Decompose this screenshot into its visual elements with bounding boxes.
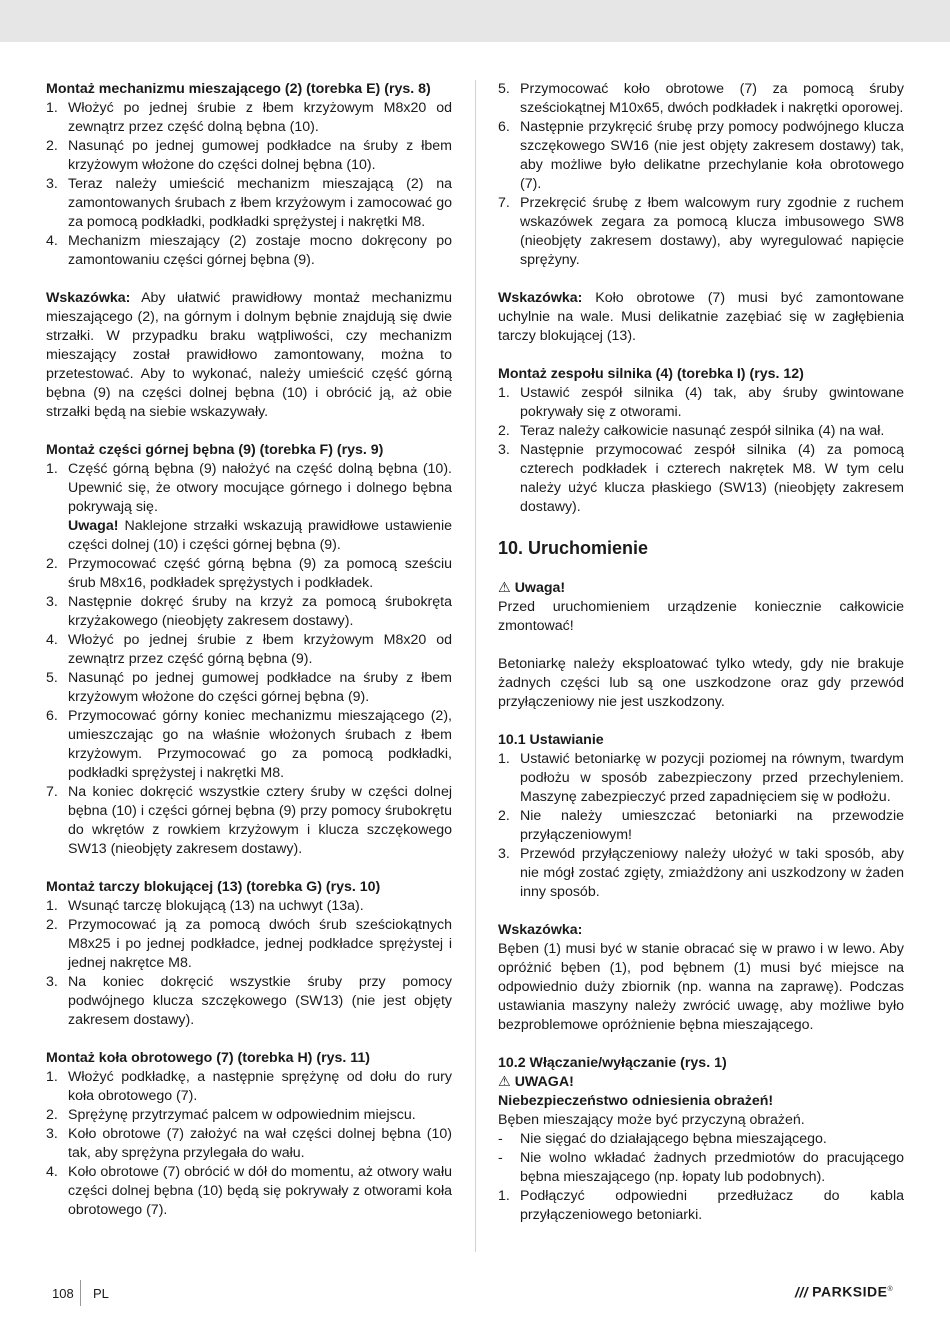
item-number: 5. — [46, 670, 58, 686]
dash-list — [498, 1130, 904, 1187]
section-rotary-wheel-continued — [498, 80, 904, 270]
item-text: Następnie przykręcić śrubę przy pomocy podwójnego klucza szczękowego SW16 (nie jest objęty zakresem dostawy) tak, aby możliwe było delikatne przechylanie koła obrotowego (7). — [520, 119, 904, 192]
list-item — [46, 1068, 452, 1106]
item-text: Mechanizm mieszający (2) zostaje mocno dokręcony po zamontowaniu części górnej bębna (9). — [68, 233, 452, 268]
step-list — [46, 99, 452, 270]
item-text: Nie sięgać do działającego bębna mieszającego. — [520, 1131, 827, 1147]
paragraph: Betoniarkę należy eksploatować tylko wtedy, gdy nie brakuje żadnych części lub są one uszkodzone oraz gdy przewód przyłączeniowy nie jest uszkodzony. — [498, 656, 904, 710]
item-text: Koło obrotowe (7) założyć na wał części dolnej bębna (10) tak, aby sprężyna przylegała do wału. — [68, 1126, 452, 1161]
list-item — [46, 783, 452, 859]
list-item — [46, 916, 452, 973]
hint-text: Bęben (1) musi być w stanie obracać się w prawo i w lewo. Aby opróżnić bęben (1), pod bębnem (1) musi być miejsce na odpowiednio duży zbiornik (np. wanna na zaprawę). Podczas ustawiania maszyny należy zwrócić uwagę, aby możliwe było bezproblemowe opróżnienie bębna mieszającego. — [498, 941, 904, 1033]
warning-assembly — [498, 579, 904, 636]
list-item — [46, 232, 452, 270]
list-item — [46, 1106, 452, 1125]
item-number: 6. — [46, 708, 58, 724]
item-number: 4. — [46, 233, 58, 249]
item-text: Na koniec dokręcić wszystkie śruby przy pomocy podwójnego klucza szczękowego (SW13) (nie jest objęty zakresem dostawy). — [68, 974, 452, 1028]
item-text: Koło obrotowe (7) obrócić w dół do momentu, aż otwory wału części dolnej bębna (10) będą się pokrywały z otworami koła obrotowego (7). — [68, 1164, 452, 1218]
item-text: Nasunąć po jednej gumowej podkładce na śruby z łbem krzyżowym włożone do części dolnej bębna (10). — [68, 138, 452, 173]
list-item — [46, 973, 452, 1030]
hint-text: Aby ułatwić prawidłowy montaż mechanizmu mieszającego (2), na górnym i dolnym bębnie znajdują się dwie strzałki. W przypadku braku wątpliwości, czy mechanizm mieszający został prawidłowo zamontowany, można to przetestować. Aby to wykonać, należy umieścić część górną bębna (9) na części dolnej bębna (10) i obrócić ją, aż obie strzałki będą na siebie wskazywały. — [46, 290, 452, 420]
list-item — [46, 460, 452, 555]
warning-triangle-icon: ⚠ — [498, 1074, 511, 1090]
item-number: 6. — [498, 119, 510, 135]
item-number: 1. — [498, 1188, 510, 1204]
list-item — [498, 118, 904, 194]
hint-paragraph — [498, 289, 904, 346]
list-item — [46, 897, 452, 916]
section-heading: Montaż mechanizmu mieszającego (2) (torebka E) (rys. 8) — [46, 81, 431, 97]
section-heading: Montaż zespołu silnika (4) (torebka I) (rys. 12) — [498, 366, 804, 382]
item-text: Następnie dokręć śruby na krzyż za pomocą śrubokręta krzyżakowego (nieobjęty zakresem dostawy). — [68, 594, 452, 629]
warning-heading — [498, 579, 904, 598]
item-number: 2. — [46, 917, 58, 933]
item-number: 3. — [498, 846, 510, 862]
item-number: 3. — [46, 974, 58, 990]
item-text: Przekręcić śrubę z łbem walcowym rury zgodnie z ruchem wskazówek zegara za pomocą klucza imbusowego SW8 (nieobjęty zakresem dostawy), aby wyregulować napięcie sprężyny. — [520, 195, 904, 268]
list-item — [498, 1130, 904, 1149]
right-column — [498, 80, 904, 1244]
item-text: Ustawić zespół silnika (4) tak, aby śruby gwintowane pokrywały się z otworami. — [520, 385, 904, 420]
item-text: Włożyć po jednej śrubie z łbem krzyżowym M8x20 od zewnątrz przez część dolną bębna (10). — [68, 100, 452, 135]
item-text: Włożyć po jednej śrubie z łbem krzyżowym M8x20 od zewnątrz przez część górną bębna (9). — [68, 632, 452, 667]
step-list — [498, 1187, 904, 1225]
list-item — [498, 750, 904, 807]
language-code: PL — [93, 1286, 109, 1301]
item-number: 1. — [46, 100, 58, 116]
item-number: 4. — [46, 632, 58, 648]
item-text: Przewód przyłączeniowy należy ułożyć w taki sposób, aby nie mógł zostać zgięty, zmiażdżony ani uszkodzony w żaden inny sposób. — [520, 846, 904, 900]
warning-label: UWAGA! — [514, 1074, 574, 1090]
list-item — [498, 194, 904, 270]
section-drum-upper — [46, 441, 452, 859]
list-item — [46, 1163, 452, 1220]
hint-label: Wskazówka: — [498, 922, 583, 938]
list-item — [498, 1149, 904, 1187]
item-number: 1. — [46, 1069, 58, 1085]
list-item — [46, 99, 452, 137]
item-text: Nie wolno wkładać żadnych przedmiotów do pracującego bębna mieszającego (np. łopaty lub podobnych). — [520, 1150, 904, 1185]
list-item — [46, 555, 452, 593]
registered-mark: ® — [887, 1286, 894, 1293]
item-number: 3. — [46, 594, 58, 610]
item-number: 2. — [46, 556, 58, 572]
list-item — [46, 631, 452, 669]
list-item — [46, 593, 452, 631]
item-text: Włożyć podkładkę, a następnie sprężynę od dołu do rury koła obrotowego (7). — [68, 1069, 452, 1104]
dash-marker: - — [498, 1150, 503, 1166]
parkside-logo — [795, 1280, 893, 1302]
item-text: Podłączyć odpowiedni przedłużacz do kabla przyłączeniowego betoniarki. — [520, 1188, 904, 1223]
item-number: 3. — [498, 442, 510, 458]
note-label: Uwaga! — [68, 518, 119, 534]
chapter-title: 10. Uruchomienie — [498, 538, 649, 558]
step-list — [498, 384, 904, 517]
list-item — [498, 1187, 904, 1225]
item-text: Przymocować część górną bębna (9) za pomocą sześciu śrub M8x16, podkładek sprężystych i podkładek. — [68, 556, 452, 591]
hint-paragraph — [46, 289, 452, 422]
section-heading: Montaż tarczy blokującej (13) (torebka G) (rys. 10) — [46, 879, 381, 895]
list-item — [498, 384, 904, 422]
step-list — [46, 897, 452, 1030]
list-item — [498, 422, 904, 441]
item-text: Teraz należy całkowicie nasunąć zespół silnika (4) na wał. — [520, 423, 885, 439]
section-heading: Montaż części górnej bębna (9) (torebka F) (rys. 9) — [46, 442, 384, 458]
hint-label: Wskazówka: — [498, 290, 583, 306]
hint-wheel — [498, 289, 904, 346]
item-number: 1. — [498, 385, 510, 401]
list-item — [46, 137, 452, 175]
item-number: 1. — [46, 898, 58, 914]
item-text: Przymocować ją za pomocą dwóch śrub sześciokątnych M8x25 i po jednej podkładce, jednej podkładce sprężystej i jednej nakrętce M8. — [68, 917, 452, 971]
hint-drum — [498, 921, 904, 1035]
section-heading: 10.1 Ustawianie — [498, 732, 604, 748]
top-header-bar — [0, 0, 950, 42]
brand-mark-icon: /// — [795, 1283, 809, 1300]
item-number: 2. — [46, 138, 58, 154]
item-text: Następnie przymocować zespół silnika (4) za pomocą czterech podkładek i czterech nakrętek M8. W tym celu należy użyć klucza płaskiego (SW13) (nieobjęty zakresem dostawy). — [520, 442, 904, 515]
item-text: Nasunąć po jednej gumowej podkładce na śruby z łbem krzyżowym włożone do części górnej bębna (9). — [68, 670, 452, 705]
list-item — [46, 1125, 452, 1163]
item-number: 7. — [46, 784, 58, 800]
list-item — [46, 669, 452, 707]
item-text: Przymocować górny koniec mechanizmu mieszającego (2), umieszczając go na właśnie włożonych śrubach z łbem krzyżowym. Przymocować go za pomocą podkładki, podkładki sprężystej i nakrętki M8. — [68, 708, 452, 781]
section-motor-unit — [498, 365, 904, 517]
section-rotary-wheel — [46, 1049, 452, 1220]
note-text: Naklejone strzałki wskazują prawidłowe ustawienie części dolnej (10) i części górnej bębna (9). — [68, 518, 452, 553]
item-number: 4. — [46, 1164, 58, 1180]
list-item — [46, 175, 452, 232]
hint-label: Wskazówka: — [46, 290, 131, 306]
list-item — [498, 845, 904, 902]
item-text: Część górną bębna (9) nałożyć na część dolną bębna (10). Upewnić się, że otwory mocujące górnego i dolnego bębna pokrywają się. — [68, 461, 452, 515]
list-item — [498, 80, 904, 118]
warning-text: Przed uruchomieniem urządzenie koniecznie całkowicie zmontować! — [498, 599, 904, 634]
item-number: 2. — [498, 808, 510, 824]
list-item — [46, 707, 452, 783]
item-number: 3. — [46, 176, 58, 192]
column-divider — [475, 80, 476, 1252]
item-text: Ustawić betoniarkę w pozycji poziomej na równym, twardym podłożu w sposób zabezpieczony przed przechyleniem. Maszynę zabezpieczyć przed zapadnięciem się w podłożu. — [520, 751, 904, 805]
item-note — [68, 518, 452, 553]
item-number: 3. — [46, 1126, 58, 1142]
hint-text: Koło obrotowe (7) musi być zamontowane uchylnie na wale. Musi delikatnie zazębiać się w zagłębienia tarczy blokującej (13). — [498, 290, 904, 344]
item-number: 5. — [498, 81, 510, 97]
step-list — [46, 460, 452, 859]
brand-name: PARKSIDE — [812, 1283, 888, 1300]
item-number: 7. — [498, 195, 510, 211]
item-text: Przymocować koło obrotowe (7) za pomocą śruby sześciokątnej M10x65, dwóch podkładek i nakrętki oporowej. — [520, 81, 904, 116]
item-text: Wsunąć tarczę blokującą (13) na uchwyt (13a). — [68, 898, 364, 914]
section-heading: Montaż koła obrotowego (7) (torebka H) (rys. 11) — [46, 1050, 370, 1066]
section-switching — [498, 1054, 904, 1225]
item-text: Na koniec dokręcić wszystkie cztery śruby w części dolnej bębna (10) i części górnej bębna (9) przy pomocy śrubokrętu do wkrętów z rowkiem krzyżowym i klucza szczękowego SW13 (nieobjęty zakresem dostawy). — [68, 784, 452, 857]
operation-paragraph — [498, 655, 904, 712]
page-number: 108 — [52, 1286, 74, 1301]
hint-arrows — [46, 289, 452, 422]
item-number: 2. — [46, 1107, 58, 1123]
item-text: Nie należy umieszczać betoniarki na przewodzie przyłączeniowym! — [520, 808, 904, 843]
dash-marker: - — [498, 1131, 503, 1147]
warning-label: Uwaga! — [514, 580, 566, 596]
section-setup — [498, 731, 904, 902]
item-text: Sprężynę przytrzymać palcem w odpowiednim miejscu. — [68, 1107, 416, 1123]
step-list — [498, 750, 904, 902]
section-locking-disc — [46, 878, 452, 1030]
danger-text: Niebezpieczeństwo odniesienia obrażeń! — [498, 1093, 774, 1109]
warning-triangle-icon: ⚠ — [498, 580, 511, 596]
footer-divider — [80, 1280, 81, 1306]
item-number: 1. — [46, 461, 58, 477]
item-number: 2. — [498, 423, 510, 439]
list-item — [498, 807, 904, 845]
intro-text: Bęben mieszający może być przyczyną obrażeń. — [498, 1112, 805, 1128]
section-mixing-mechanism — [46, 80, 452, 270]
section-heading: 10.2 Włączanie/wyłączanie (rys. 1) — [498, 1055, 727, 1071]
item-text: Teraz należy umieścić mechanizm mieszającą (2) na zamontowanych śrubach z łbem krzyżowym i zamocować go za pomocą podkładki, podkładki sprężystej i nakrętki M8. — [68, 176, 452, 230]
list-item — [498, 441, 904, 517]
step-list — [46, 1068, 452, 1220]
step-list — [498, 80, 904, 270]
left-column — [46, 80, 452, 1239]
warning-heading — [498, 1073, 904, 1092]
item-number: 1. — [498, 751, 510, 767]
